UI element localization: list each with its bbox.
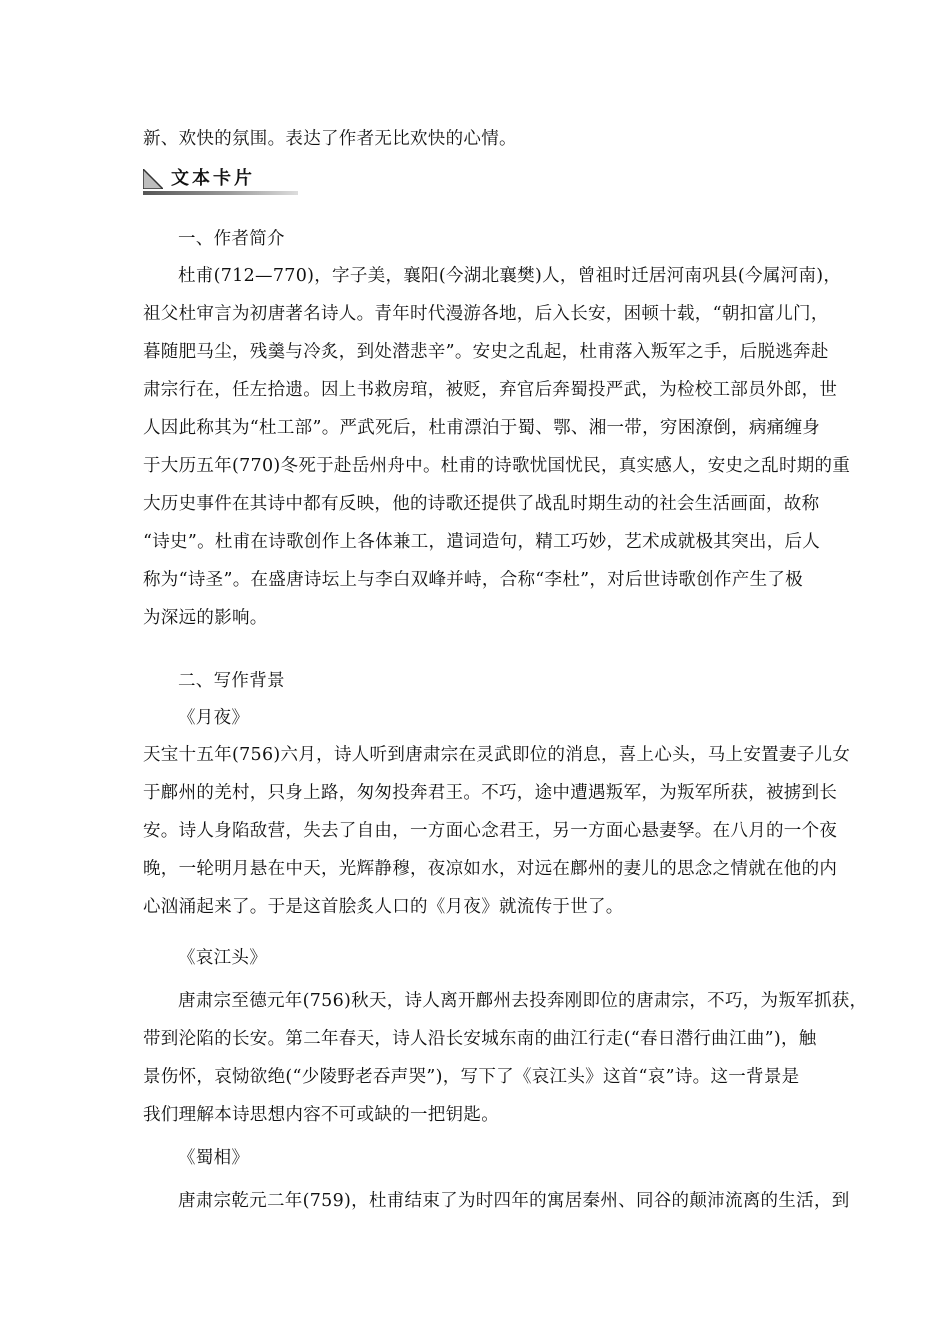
author-line: 暮随肥马尘，残羹与冷炙，到处潜悲辛”。安史之乱起，杜甫落入叛军之手，后脱逃奔赴 <box>143 342 829 362</box>
author-line: 称为“诗圣”。在盛唐诗坛上与李白双峰并峙，合称“李杜”，对后世诗歌创作产生了极 <box>143 570 803 590</box>
text-card-header <box>143 166 298 196</box>
yueye-line: 于鄜州的羌村，只身上路，匆匆投奔君王。不巧，途中遭遇叛军，为叛军所获，被掳到长 <box>143 783 838 803</box>
aijiangtou-line: 唐肃宗至德元年(756)秋天，诗人离开鄜州去投奔刚即位的唐肃宗，不巧，为叛军抓获， <box>178 991 868 1011</box>
author-line: 肃宗行在，任左拾遗。因上书救房琯，被贬，弃官后奔蜀投严武，为检校工部员外郎，世 <box>143 380 838 400</box>
yueye-title: 《月夜》 <box>178 708 250 728</box>
shuxiang-line: 唐肃宗乾元二年(759)，杜甫结束了为时四年的寓居秦州、同谷的颠沛流离的生活，到 <box>178 1191 850 1211</box>
card-title: 文本卡片 <box>171 168 255 189</box>
aijiangtou-line: 我们理解本诗思想内容不可或缺的一把钥匙。 <box>143 1105 499 1125</box>
card-title-underline <box>143 191 298 195</box>
author-line: 大历史事件在其诗中都有反映，他的诗歌还提供了战乱时期生动的社会生活画面，故称 <box>143 494 820 514</box>
yueye-line: 安。诗人身陷敌营，失去了自由，一方面心念君王，另一方面心悬妻孥。在八月的一个夜 <box>143 821 838 841</box>
author-heading: 一、作者简介 <box>178 229 285 249</box>
aijiangtou-line: 景伤怀，哀恸欲绝(“少陵野老吞声哭”)，写下了《哀江头》这首“哀”诗。这一背景是 <box>143 1067 800 1087</box>
author-line: 人因此称其为“杜工部”。严武死后，杜甫漂泊于蜀、鄂、湘一带，穷困潦倒，病痛缠身 <box>143 418 821 438</box>
author-line: 为深远的影响。 <box>143 608 268 628</box>
yueye-line: 天宝十五年(756)六月，诗人听到唐肃宗在灵武即位的消息，喜上心头，马上安置妻子儿女 <box>143 745 851 765</box>
yueye-line: 晚，一轮明月悬在中天，光辉静穆，夜凉如水，对远在鄜州的妻儿的思念之情就在他的内 <box>143 859 838 879</box>
background-heading: 二、写作背景 <box>178 671 285 691</box>
intro-tail-text: 新、欢快的氛围。表达了作者无比欢快的心情。 <box>143 129 517 149</box>
shuxiang-title: 《蜀相》 <box>178 1148 250 1168</box>
author-line: 于大历五年(770)冬死于赴岳州舟中。杜甫的诗歌忧国忧民，真实感人，安史之乱时期的重 <box>143 456 851 476</box>
author-line: “诗史”。杜甫在诗歌创作上各体兼工，遣词造句，精工巧妙，艺术成就极其突出，后人 <box>143 532 821 552</box>
aijiangtou-title: 《哀江头》 <box>178 948 267 968</box>
author-line: 祖父杜审言为初唐著名诗人。青年时代漫游各地，后入长安，困顿十载，“朝扣富儿门， <box>143 304 829 324</box>
diagonal-corner-icon <box>143 169 163 189</box>
yueye-line: 心汹涌起来了。于是这首脍炙人口的《月夜》就流传于世了。 <box>143 897 624 917</box>
aijiangtou-line: 带到沦陷的长安。第二年春天，诗人沿长安城东南的曲江行走(“春日潜行曲江曲”)，触 <box>143 1029 817 1049</box>
author-line: 杜甫(712—770)，字子美，襄阳(今湖北襄樊)人，曾祖时迁居河南巩县(今属河南)， <box>178 266 842 286</box>
